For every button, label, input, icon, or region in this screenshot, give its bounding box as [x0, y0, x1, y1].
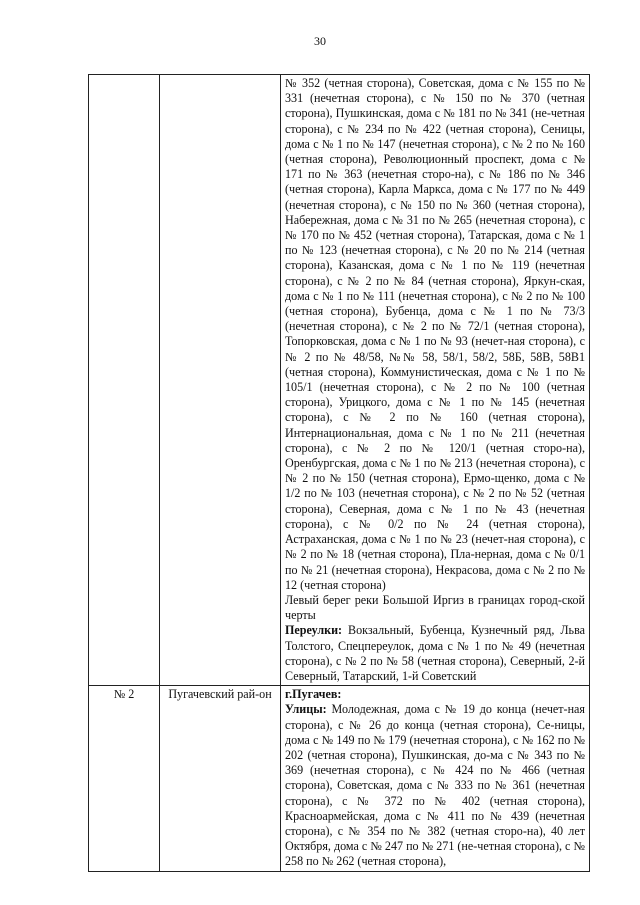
lanes-text: Вокзальный, Бубенца, Кузнечный ряд, Льва Толстого, Спецпереулок, дома с № 1 по № 49 (нечетная сторона), с № 2 по № 58 (четная сторона), Северный, 2-й Северный, Татарский, 1-й Советский	[285, 623, 585, 683]
lanes-paragraph	[285, 623, 585, 684]
table-row	[89, 686, 590, 871]
table-row	[89, 75, 590, 686]
district-name-cell	[160, 75, 281, 686]
streets-text: Молодежная, дома с № 19 до конца (нечет-ная сторона), с № 26 до конца (четная сторона), Се-ницы, дома с № 149 по № 179 (нечетная сторона), с № 162 по № 202 (четная сторона), Пушкинская, до-ма с № 343 по № 369 (нечетная сторона), с № 424 по № 466 (четная сторона), Советская, дома с № 333 по № 361 (нечетная сторона), с № 372 по № 402 (четная сторона), Красноармейская, дома с № 411 по № 439 (нечетная сторона), с № 354 по № 382 (четная сторо-на), 40 лет Октября, дома с № 247 по № 271 (не-четная сторона), с № 258 по № 262 (четная сторона),	[285, 702, 585, 869]
page-number: 30	[314, 34, 326, 48]
address-list-cell	[281, 686, 590, 871]
lanes-label: Переулки:	[285, 623, 343, 638]
streets-paragraph	[285, 702, 585, 869]
row-number-cell: № 2	[89, 686, 160, 871]
city-heading: г.Пугачев:	[285, 687, 342, 702]
streets-text: № 352 (четная сторона), Советская, дома с № 155 по № 331 (нечетная сторона), с № 150 по № 370 (четная сторона), Пушкинская, дома с № 181 по № 341 (не-четная сторона), с № 234 по № 422 (четная сторона), Сеницы, дома с № 1 по № 147 (нечетная сторона), с № 2 по № 160 (четная сторона), Революционный проспект, дома с № 171 по № 363 (нечетная сторо-на), с № 186 по № 346 (четная сторона), Карла Маркса, дома с № 177 по № 449 (нечетная сторона), с № 150 по № 360 (четная сторона), Набережная, дома с № 31 по № 265 (нечетная сторона), с № 170 по № 452 (четная сторона), Татарская, дома с № 1 по № 123 (нечетная сторона), с № 20 по № 214 (четная сторона), Казанская, дома с № 1 по № 119 (нечетная сторона), с № 2 по № 84 (четная сторона), Яркун-ская, дома с № 1 по № 111 (нечетная сторона), с № 2 по № 100 (четная сторона), Бубенца, дома с № 1 по № 73/3 (нечетная сторона), с № 2 по № 72/1 (четная сторона), Топорковская, дома с № 1 по № 93 (нечет-ная сторона), с № 2 по № 48/58, №№ 58, 58/1, 58/2, 58Б, 58В, 58В1 (четная сторона), Коммунистическая, дома с № 1 по № 105/1 (нечетная сторона), с № 2 по № 100 (четная сторона), Урицкого, дома с № 1 по № 145 (нечетная сторона), с № 2 по № 160 (четная сторона), Интернациональная, дома с № 1 по № 211 (нечетная сторона), с № 2 по № 120/1 (четная сторо-на), Оренбургская, дома с № 1 по № 213 (нечетная сторона), с № 2 по № 150 (четная сторона), Ермо-щенко, дома с № 1/2 по № 103 (нечетная сторона), с № 2 по № 52 (четная сторона), Северная, дома с № 1 по № 43 (нечетная сторона), с № 0/2 по № 24 (четная сторона), Астраханская, дома с № 1 по № 23 (нечет-ная сторона), с № 2 по № 18 (четная сторона), Пла-нерная, дома с № 0/1 по № 21 (нечетная сторона), Некрасова, дома с № 2 по № 12 (четная сторона)	[285, 76, 585, 592]
streets-label: Улицы:	[285, 702, 327, 717]
riverbank-text: Левый берег реки Большой Иргиз в границах город-ской черты	[285, 592, 585, 623]
row-number-cell	[89, 75, 160, 686]
district-table	[88, 74, 590, 872]
district-name-cell: Пугачевский рай-он	[160, 686, 281, 871]
address-list-cell	[281, 75, 590, 686]
